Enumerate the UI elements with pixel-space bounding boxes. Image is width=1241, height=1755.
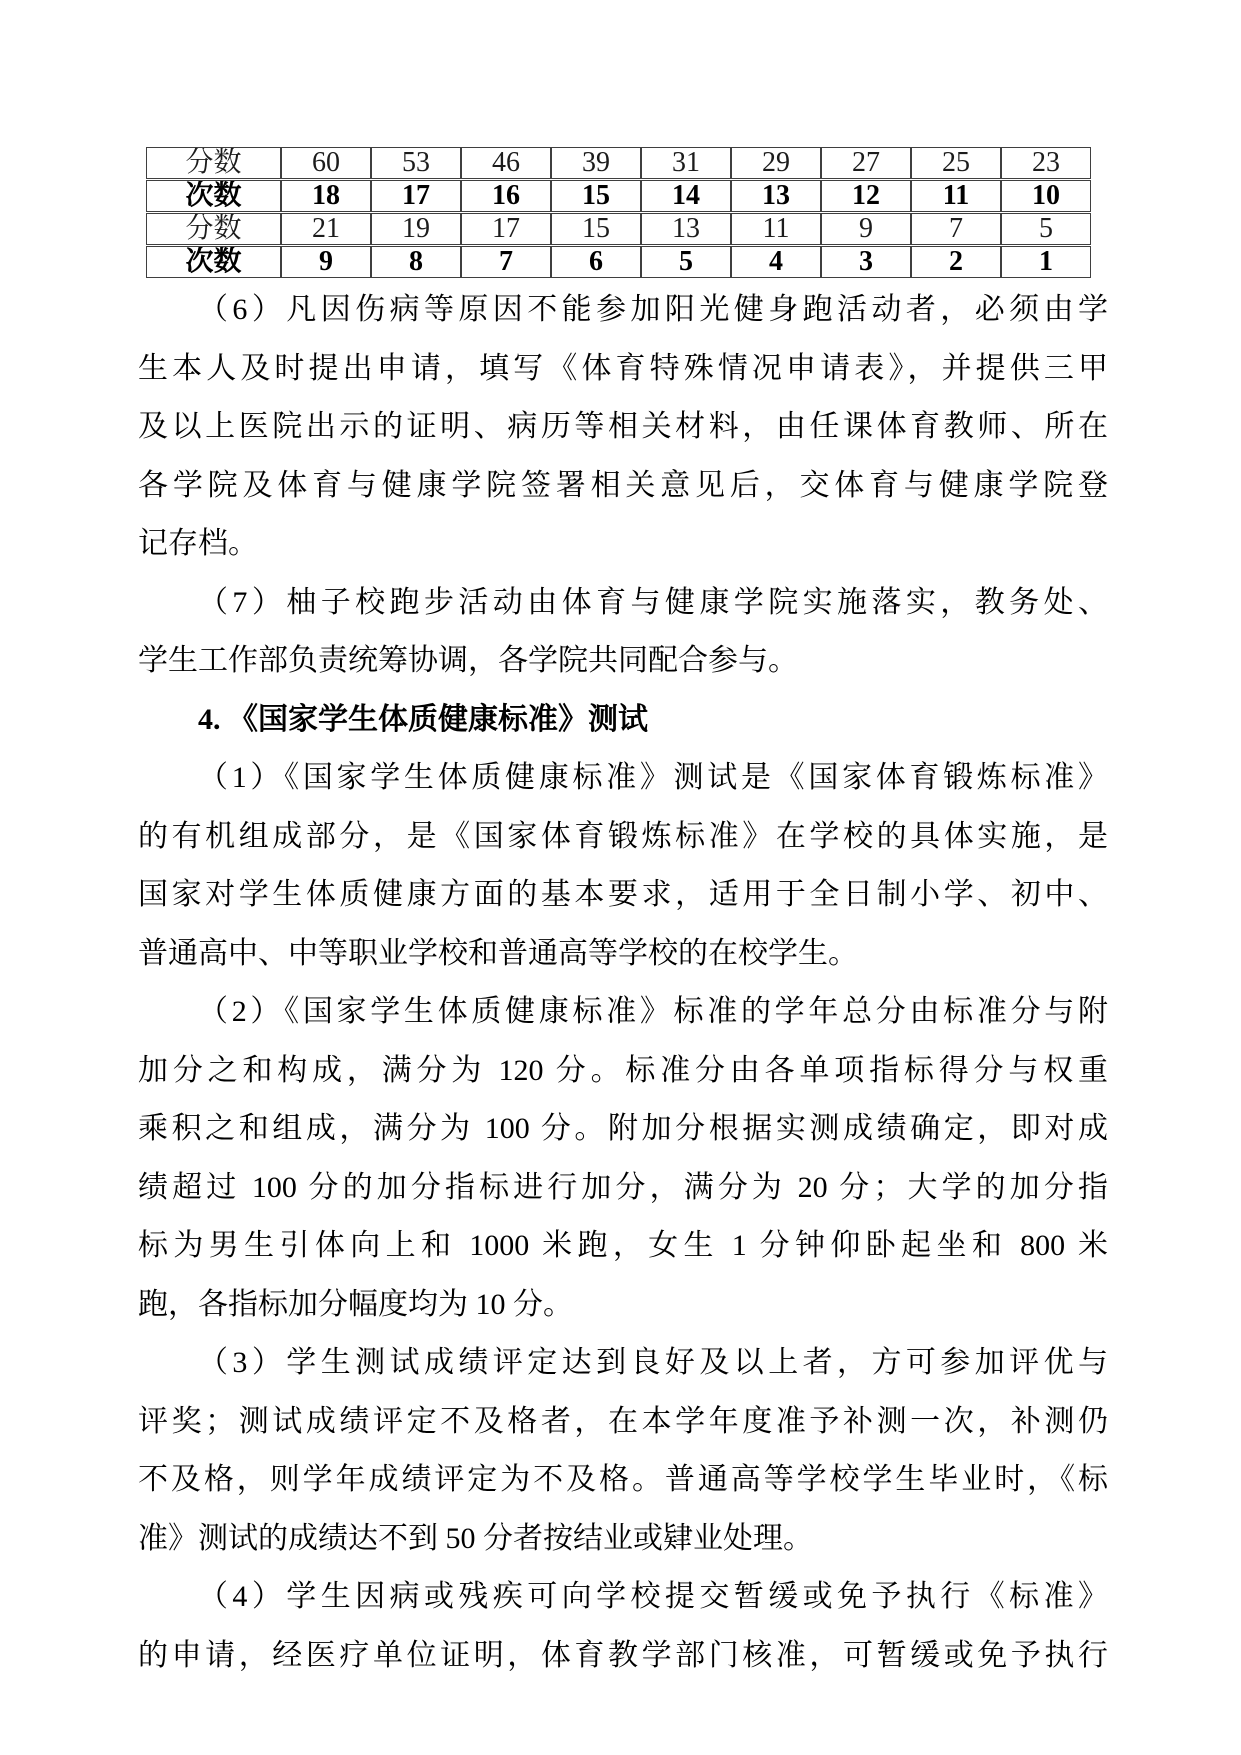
paragraph-line: （7）柚子校跑步活动由体育与健康学院实施落实，教务处、 [198,585,1108,619]
times-cell: 6 [551,246,641,278]
score-cell: 15 [551,213,641,245]
times-cell: 4 [731,246,821,278]
times-cell: 15 [551,180,641,212]
paragraph-line: 及以上医院出示的证明、病历等相关材料，由任课体育教师、所在 [138,410,1108,443]
times-cell: 2 [911,246,1001,278]
paragraph-line: （4）学生因病或残疾可向学校提交暂缓或免予执行《标准》 [198,1580,1108,1613]
paragraph-line: 学生工作部负责统筹协调，各学院共同配合参与。 [138,644,798,677]
times-cell: 8 [371,246,461,278]
paragraph-line: （1）《国家学生体质健康标准》测试是《国家体育锻炼标准》 [198,761,1108,794]
score-cell: 17 [461,213,551,245]
paragraph-line: 准》测试的成绩达不到 50 分者按结业或肄业处理。 [138,1521,813,1555]
paragraph-line: 乘积之和组成，满分为 100 分。附加分根据实测成绩确定，即对成 [138,1112,1108,1145]
score-cell: 11 [731,213,821,245]
times-cell: 12 [821,180,911,212]
times-cell: 7 [461,246,551,278]
times-cell: 11 [911,180,1001,212]
paragraph-1 [138,749,1108,983]
section-heading: 4. 《国家学生体质健康标准》测试 [198,702,648,736]
paragraph-line: 的申请，经医疗单位证明，体育教学部门核准，可暂缓或免予执行 [138,1638,1108,1672]
score-cell: 27 [821,147,911,179]
paragraph-line: （2）《国家学生体质健康标准》标准的学年总分由标准分与附 [198,995,1108,1028]
score-cell: 31 [641,147,731,179]
row-label-cell: 次数 [146,180,281,212]
score-cell: 13 [641,213,731,245]
paragraph-line: 标为男生引体向上和 1000 米跑，女生 1 分钟仰卧起坐和 800 米 [138,1229,1108,1262]
score-cell: 23 [1001,147,1091,179]
section-heading-4 [138,691,1108,750]
paragraph-line: 跑，各指标加分幅度均为 10 分。 [138,1287,573,1321]
paragraph-3 [138,1334,1108,1568]
score-cell: 53 [371,147,461,179]
times-cell: 17 [371,180,461,212]
paragraph-4 [138,1568,1108,1685]
times-cell: 13 [731,180,821,212]
table-row-times-1 [146,180,1091,212]
times-cell: 1 [1001,246,1091,278]
paragraph-line: 记存档。 [138,527,258,560]
times-cell: 3 [821,246,911,278]
paragraph-line: （6）凡因伤病等原因不能参加阳光健身跑活动者，必须由学 [198,293,1108,326]
score-cell: 29 [731,147,821,179]
times-cell: 9 [281,246,371,278]
paragraph-6 [138,281,1108,574]
score-cell: 9 [821,213,911,245]
row-label-cell: 分数 [146,213,281,245]
times-cell: 16 [461,180,551,212]
score-cell: 39 [551,147,641,179]
times-cell: 5 [641,246,731,278]
paragraph-line: 评奖；测试成绩评定不及格者，在本学年度准予补测一次，补测仍 [138,1404,1108,1438]
score-table [146,146,1091,279]
paragraph-line: 加分之和构成，满分为 120 分。标准分由各单项指标得分与权重 [138,1053,1108,1087]
table-row-times-2 [146,246,1091,278]
paragraph-line: 各学院及体育与健康学院签署相关意见后，交体育与健康学院登 [138,468,1108,502]
score-cell: 46 [461,147,551,179]
times-cell: 10 [1001,180,1091,212]
row-label-cell: 次数 [146,246,281,278]
row-label-cell: 分数 [146,147,281,179]
table-row-score-1 [146,147,1091,179]
paragraph-7 [138,574,1108,691]
paragraph-line: 普通高中、中等职业学校和普通高等学校的在校学生。 [138,936,858,970]
paragraph-line: 国家对学生体质健康方面的基本要求，适用于全日制小学、初中、 [138,878,1108,911]
score-cell: 60 [281,147,371,179]
paragraph-line: （3）学生测试成绩评定达到良好及以上者，方可参加评优与 [198,1346,1108,1379]
times-cell: 18 [281,180,371,212]
paragraph-line: 不及格，则学年成绩评定为不及格。普通高等学校学生毕业时，《标 [138,1463,1108,1496]
score-cell: 7 [911,213,1001,245]
document-body-text [138,281,1108,1685]
score-cell: 21 [281,213,371,245]
table-row-score-2 [146,213,1091,245]
score-cell: 19 [371,213,461,245]
paragraph-line: 生本人及时提出申请，填写《体育特殊情况申请表》，并提供三甲 [138,351,1108,385]
paragraph-2 [138,983,1108,1334]
score-cell: 25 [911,147,1001,179]
paragraph-line: 绩超过 100 分的加分指标进行加分，满分为 20 分；大学的加分指 [138,1170,1108,1204]
times-cell: 14 [641,180,731,212]
score-cell: 5 [1001,213,1091,245]
paragraph-line: 的有机组成部分，是《国家体育锻炼标准》在学校的具体实施，是 [138,819,1108,853]
